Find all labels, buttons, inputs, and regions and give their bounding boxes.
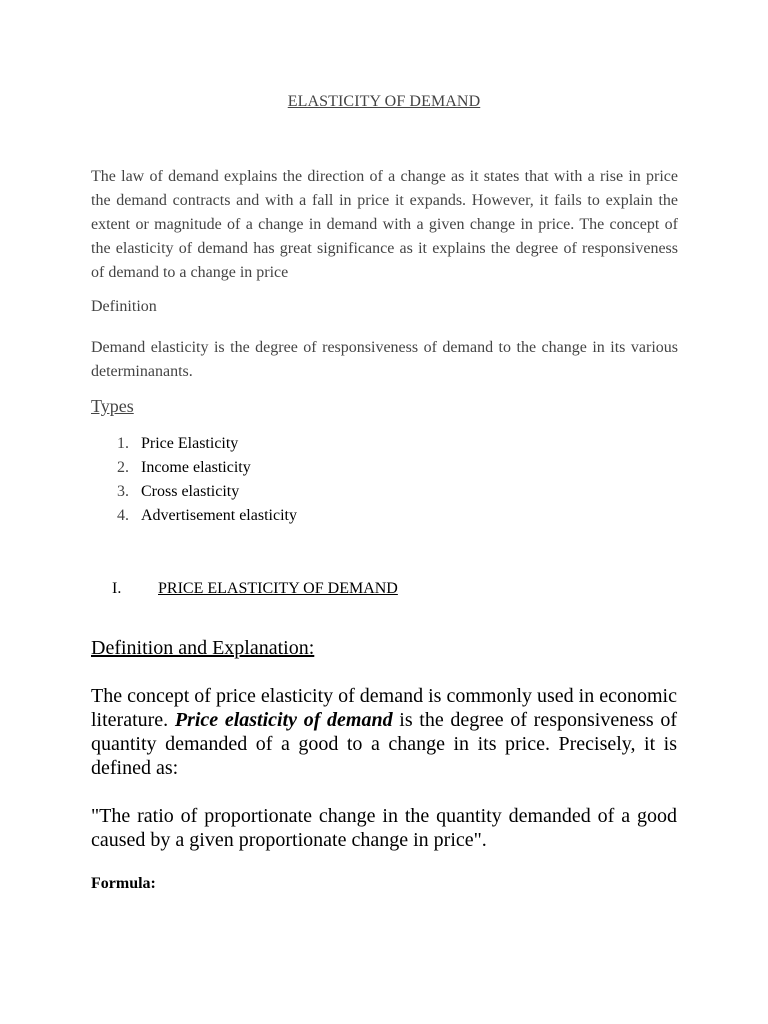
types-heading: Types: [91, 396, 134, 416]
definition-explanation-heading: Definition and Explanation:: [91, 637, 315, 659]
section-title: PRICE ELASTICITY OF DEMAND: [158, 580, 398, 597]
page-title: ELASTICITY OF DEMAND: [287, 93, 481, 110]
concept-text-start: The concept of price elasticity of demand is commonly used in economic literature.: [91, 685, 677, 731]
list-item-number: 1.: [117, 435, 129, 452]
list-item-label: Cross elasticity: [141, 483, 240, 500]
concept-emphasis: Price elasticity of demand: [174, 709, 393, 731]
concept-paragraph: [91, 684, 677, 780]
intro-paragraph: The law of demand explains the direction of a change as it states that with a rise in price the demand contracts and with a fall in price it expands. However, it fails to explain the extent or magnitude of a change in demand with a given change in price. The concept of the elasticity of demand has great significance as it explains the degree of responsiveness of demand to a change in price: [91, 168, 678, 281]
list-item-label: Price Elasticity: [141, 435, 239, 452]
definition-quote: "The ratio of proportionate change in the quantity demanded of a good caused by a given proportionate change in price".: [91, 805, 677, 851]
list-item-number: 4.: [117, 507, 129, 524]
list-item-label: Income elasticity: [141, 459, 251, 476]
formula-label: Formula:: [91, 875, 156, 892]
list-item-number: 3.: [117, 483, 129, 500]
list-item-number: 2.: [117, 459, 129, 476]
concept-text-end: is the degree of responsiveness of quantity demanded of a good to a change in its price. Precisely, it is defined as:: [91, 709, 677, 779]
definition-label: Definition: [91, 298, 157, 315]
section-number: I.: [112, 580, 122, 597]
definition-paragraph: Demand elasticity is the degree of responsiveness of demand to the change in its various determinanants.: [91, 339, 678, 380]
list-item-label: Advertisement elasticity: [141, 507, 297, 524]
